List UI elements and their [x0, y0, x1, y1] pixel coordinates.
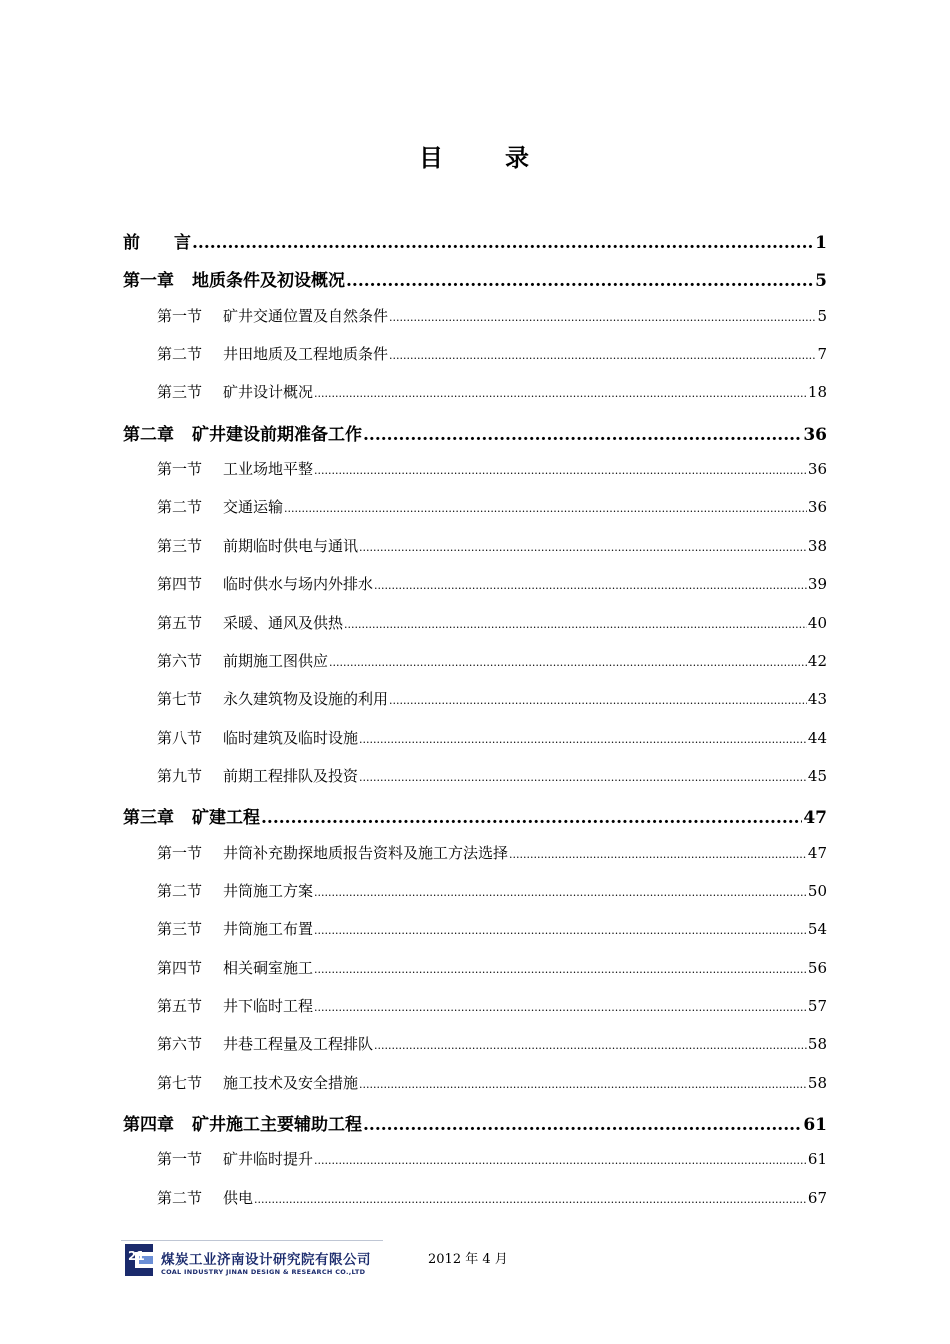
toc-entry-title: 前期施工图供应: [223, 651, 329, 670]
toc-entry-number: 第二节: [157, 881, 203, 900]
toc-section-entry[interactable]: [157, 727, 827, 748]
toc-entry-number: 第三节: [157, 383, 203, 402]
toc-section-entry[interactable]: [157, 842, 827, 863]
toc-entry-page: 40: [807, 613, 827, 632]
toc-entry-title: 前期工程排队及投资: [223, 766, 359, 785]
toc-section-entry[interactable]: [157, 918, 827, 939]
toc-entry-title: 矿井施工主要辅助工程: [192, 1115, 362, 1136]
toc-section-entry[interactable]: [157, 573, 827, 594]
toc-entry-title: 相关硐室施工: [223, 958, 314, 977]
toc-entry-title: 矿井临时提升: [223, 1150, 314, 1169]
toc-entry-page: 57: [807, 997, 827, 1015]
toc-entry-title: 临时供水与场内外排水: [223, 575, 374, 594]
toc-entry-number: 第二章: [123, 424, 174, 445]
toc-dot-leader: [314, 997, 807, 1015]
toc-entry-page: 5: [815, 271, 827, 292]
page-number: 21: [128, 1249, 145, 1263]
toc-entry-title: 井筒施工布置: [223, 920, 314, 939]
toc-entry-number: 第七节: [157, 690, 203, 709]
toc-entry-title: 临时建筑及临时设施: [223, 728, 359, 747]
toc-entry-number: 第九节: [157, 766, 203, 785]
toc-section-entry[interactable]: [157, 1072, 827, 1093]
toc-dot-leader: [359, 729, 807, 747]
toc-entry-page: 44: [807, 728, 827, 747]
toc-entry-number: 第三节: [157, 920, 203, 939]
toc-entry-number: 第八节: [157, 728, 203, 747]
toc-dot-leader: [314, 460, 807, 478]
toc-entry-page: 67: [807, 1188, 827, 1207]
toc-entry-number: 第一章: [123, 271, 174, 292]
toc-entry-number: 第五节: [157, 613, 203, 632]
footer-date: 2012 年 4 月: [428, 1252, 508, 1267]
toc-entry-title: 井筒施工方案: [223, 881, 314, 900]
toc-section-entry[interactable]: [157, 458, 827, 479]
toc-title-left: 目: [419, 143, 445, 172]
toc-section-entry[interactable]: [157, 765, 827, 786]
toc-section-entry[interactable]: [157, 1148, 827, 1169]
company-logo: [121, 1240, 383, 1280]
toc-entry-number: 第六节: [157, 651, 203, 670]
toc-section-entry[interactable]: [157, 995, 827, 1016]
toc-entry-number: 第六节: [157, 1035, 203, 1054]
toc-entry-title: 矿井交通位置及自然条件: [223, 306, 389, 325]
toc-entry-number: 第四章: [123, 1115, 174, 1136]
toc-entry-page: 7: [817, 345, 827, 364]
toc-dot-leader: [284, 498, 807, 516]
toc-dot-leader: [314, 920, 807, 938]
toc-entry-title: 交通运输: [223, 498, 284, 517]
toc-dot-leader: [374, 1035, 807, 1053]
toc-dot-leader: [261, 808, 802, 828]
toc-entry-page: 39: [807, 575, 827, 594]
toc-chapter-entry[interactable]: [123, 228, 827, 253]
toc-entry-number: 第三章: [123, 808, 174, 829]
toc-entry-page: 36: [807, 460, 827, 479]
toc-entry-page: 47: [803, 808, 827, 829]
toc-entry-page: 61: [803, 1115, 827, 1136]
toc-section-entry[interactable]: [157, 650, 827, 671]
toc-entry-page: 45: [807, 766, 827, 785]
toc-entry-page: 18: [807, 383, 827, 402]
company-name-cn: 煤炭工业济南设计研究院有限公司: [161, 1252, 371, 1268]
toc-entry-page: 50: [807, 881, 827, 900]
toc-dot-leader: [359, 767, 807, 785]
toc-entry-title: 地质条件及初设概况: [192, 271, 345, 292]
toc-entry-number: 第五节: [157, 997, 203, 1015]
toc-entry-title: 井下临时工程: [223, 997, 314, 1015]
toc-entry-number: 第一节: [157, 843, 203, 862]
toc-entry-page: 36: [803, 424, 827, 445]
toc-section-entry[interactable]: [157, 1187, 827, 1208]
toc-section-entry[interactable]: [157, 535, 827, 556]
toc-section-entry[interactable]: [157, 496, 827, 517]
toc-dot-leader: [374, 575, 807, 593]
toc-entry-title: 矿井设计概况: [223, 383, 314, 402]
toc-entry-page: 61: [807, 1150, 827, 1169]
toc-dot-leader: [314, 383, 807, 401]
toc-entry-page: 58: [807, 1073, 827, 1092]
toc-entry-title: 前期临时供电与通讯: [223, 536, 359, 555]
toc-entry-title: 井田地质及工程地质条件: [223, 345, 389, 364]
toc-entry-number: 第二节: [157, 498, 203, 517]
toc-chapter-entry[interactable]: [123, 266, 827, 291]
toc-entry-page: 43: [807, 690, 827, 709]
toc-entry-number: 第二节: [157, 1188, 203, 1207]
toc-dot-leader: [389, 690, 807, 708]
toc-entry-title: 工业场地平整: [223, 460, 314, 479]
toc-entry-number: 第七节: [157, 1073, 203, 1092]
toc-section-entry[interactable]: [157, 381, 827, 402]
toc-entry-title: 施工技术及安全措施: [223, 1073, 359, 1092]
toc-entry-title: 矿建工程: [192, 808, 260, 829]
toc-section-entry[interactable]: [157, 305, 827, 326]
toc-entry-number: 第二节: [157, 345, 203, 364]
toc-dot-leader: [314, 882, 807, 900]
toc-dot-leader: [359, 1074, 807, 1092]
toc-entry-number: 第四节: [157, 575, 203, 594]
toc-entry-title: 井筒补充勘探地质报告资料及施工方法选择: [223, 843, 509, 862]
toc-entry-number: 前 言: [123, 233, 191, 253]
toc-dot-leader: [389, 345, 816, 363]
toc-dot-leader: [346, 271, 814, 291]
toc-dot-leader: [363, 425, 802, 445]
toc-chapter-entry[interactable]: [123, 803, 827, 828]
toc-entry-number: 第一节: [157, 306, 203, 325]
toc-entry-page: 36: [807, 498, 827, 517]
toc-dot-leader: [359, 537, 807, 555]
toc-entry-title: 井巷工程量及工程排队: [223, 1035, 374, 1054]
toc-entry-number: 第一节: [157, 1150, 203, 1169]
toc-entry-title: 供电: [223, 1188, 254, 1207]
toc-section-entry[interactable]: [157, 880, 827, 901]
toc-dot-leader: [389, 307, 816, 325]
toc-entry-title: 矿井建设前期准备工作: [192, 424, 362, 445]
toc-section-entry[interactable]: [157, 343, 827, 364]
toc-entry-title: 采暖、通风及供热: [223, 613, 344, 632]
toc-entry-page: 42: [807, 651, 827, 670]
toc-entry-page: 54: [807, 920, 827, 939]
toc-entry-number: 第四节: [157, 958, 203, 977]
toc-entry-page: 1: [815, 233, 827, 253]
toc-entry-number: 第三节: [157, 536, 203, 555]
company-name-en: COAL INDUSTRY JINAN DESIGN & RESEARCH CO.,LTD: [161, 1268, 366, 1276]
toc-dot-leader: [254, 1189, 807, 1207]
toc-entry-number: 第一节: [157, 460, 203, 479]
toc-section-entry[interactable]: [157, 957, 827, 978]
toc-section-entry[interactable]: [157, 1033, 827, 1054]
toc-entry-page: 56: [807, 958, 827, 977]
toc-dot-leader: [363, 1115, 802, 1135]
toc-section-entry[interactable]: [157, 688, 827, 709]
toc-section-entry[interactable]: [157, 612, 827, 633]
toc-chapter-entry[interactable]: [123, 420, 827, 445]
toc-dot-leader: [314, 959, 807, 977]
toc-title-right: 录: [505, 143, 531, 172]
toc-dot-leader: [314, 1150, 807, 1168]
toc-dot-leader: [344, 614, 807, 632]
toc-entry-title: 永久建筑物及设施的利用: [223, 690, 389, 709]
toc-chapter-entry[interactable]: [123, 1110, 827, 1135]
toc-entry-page: 58: [807, 1035, 827, 1054]
toc-entry-page: 47: [807, 843, 827, 862]
toc-entry-page: 5: [817, 306, 827, 325]
toc-dot-leader: [192, 233, 814, 253]
toc-entry-page: 38: [807, 536, 827, 555]
toc-dot-leader: [509, 844, 807, 862]
toc-dot-leader: [329, 652, 807, 670]
